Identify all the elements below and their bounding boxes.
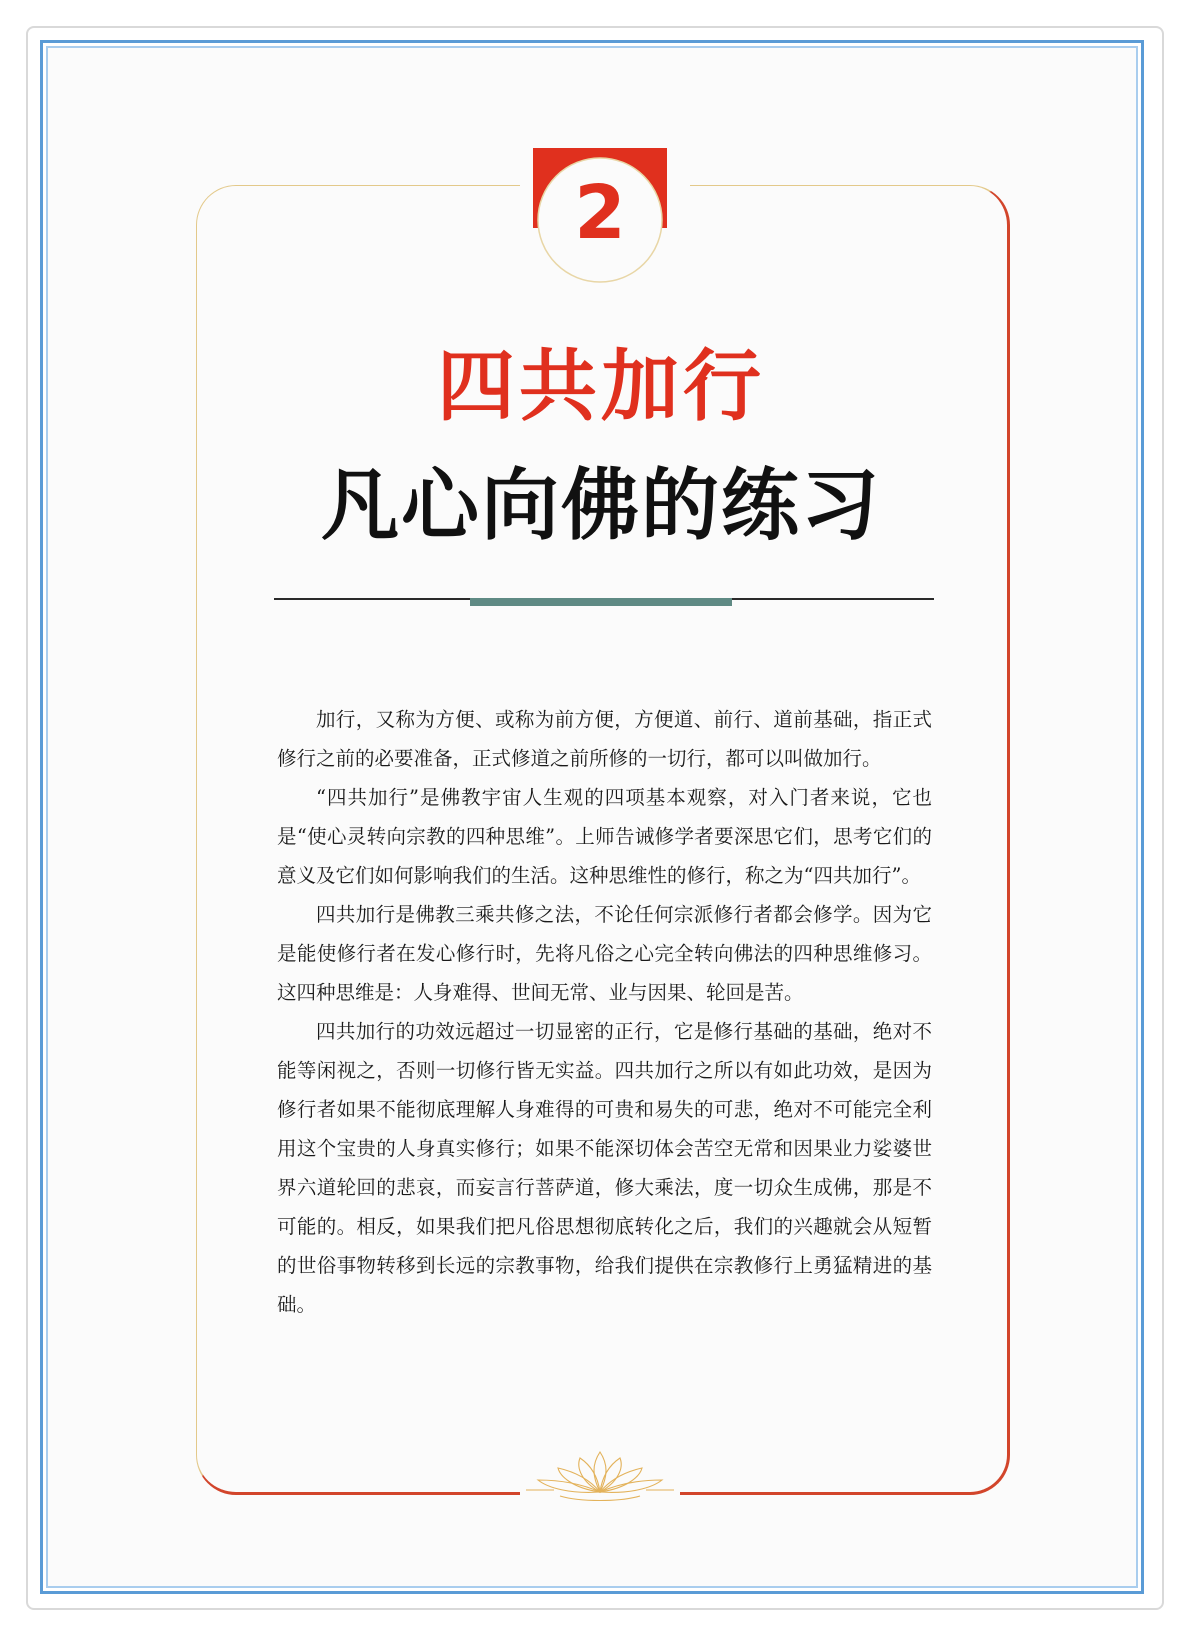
chapter-number: 2 — [574, 170, 626, 256]
paragraph: “四共加行”是佛教宇宙人生观的四项基本观察，对入门者来说，它也是“使心灵转向宗教的四种思维”。上师告诫修学者要深思它们，思考它们的意义及它们如何影响我们的生活。这种思维性的修行，称之为“四共加行”。 — [277, 786, 932, 887]
body-text — [277, 700, 932, 1324]
paragraph: 四共加行是佛教三乘共修之法，不论任何宗派修行者都会修学。因为它是能使修行者在发心修行时，先将凡俗之心完全转向佛法的四种思维修习。这四种思维是：人身难得、世间无常、业与因果、轮回是苦。 — [277, 903, 932, 1004]
title-divider-accent — [470, 598, 732, 606]
chapter-subtitle: 凡心向佛的练习 — [320, 461, 881, 551]
paragraph: 加行，又称为方便、或称为前方便，方便道、前行、道前基础，指正式修行之前的必要准备，正式修道之前所修的一切行，都可以叫做加行。 — [277, 708, 932, 770]
chapter-title: 四共加行 — [436, 341, 765, 432]
paragraph: 四共加行的功效远超过一切显密的正行，它是修行基础的基础，绝对不能等闲视之，否则一切修行皆无实益。四共加行之所以有如此功效，是因为修行者如果不能彻底理解人身难得的可贵和易失的可悲，绝对不可能完全利用这个宝贵的人身真实修行；如果不能深切体会苦空无常和因果业力娑婆世界六道轮回的悲哀，而妄言行菩萨道，修大乘法，度一切众生成佛，那是不可能的。相反，如果我们把凡俗思想彻底转化之后，我们的兴趣就会从短暂的世俗事物转移到长远的宗教事物，给我们提供在宗教修行上勇猛精进的基础。 — [277, 1020, 932, 1316]
lotus-ornament-icon — [520, 1446, 680, 1504]
